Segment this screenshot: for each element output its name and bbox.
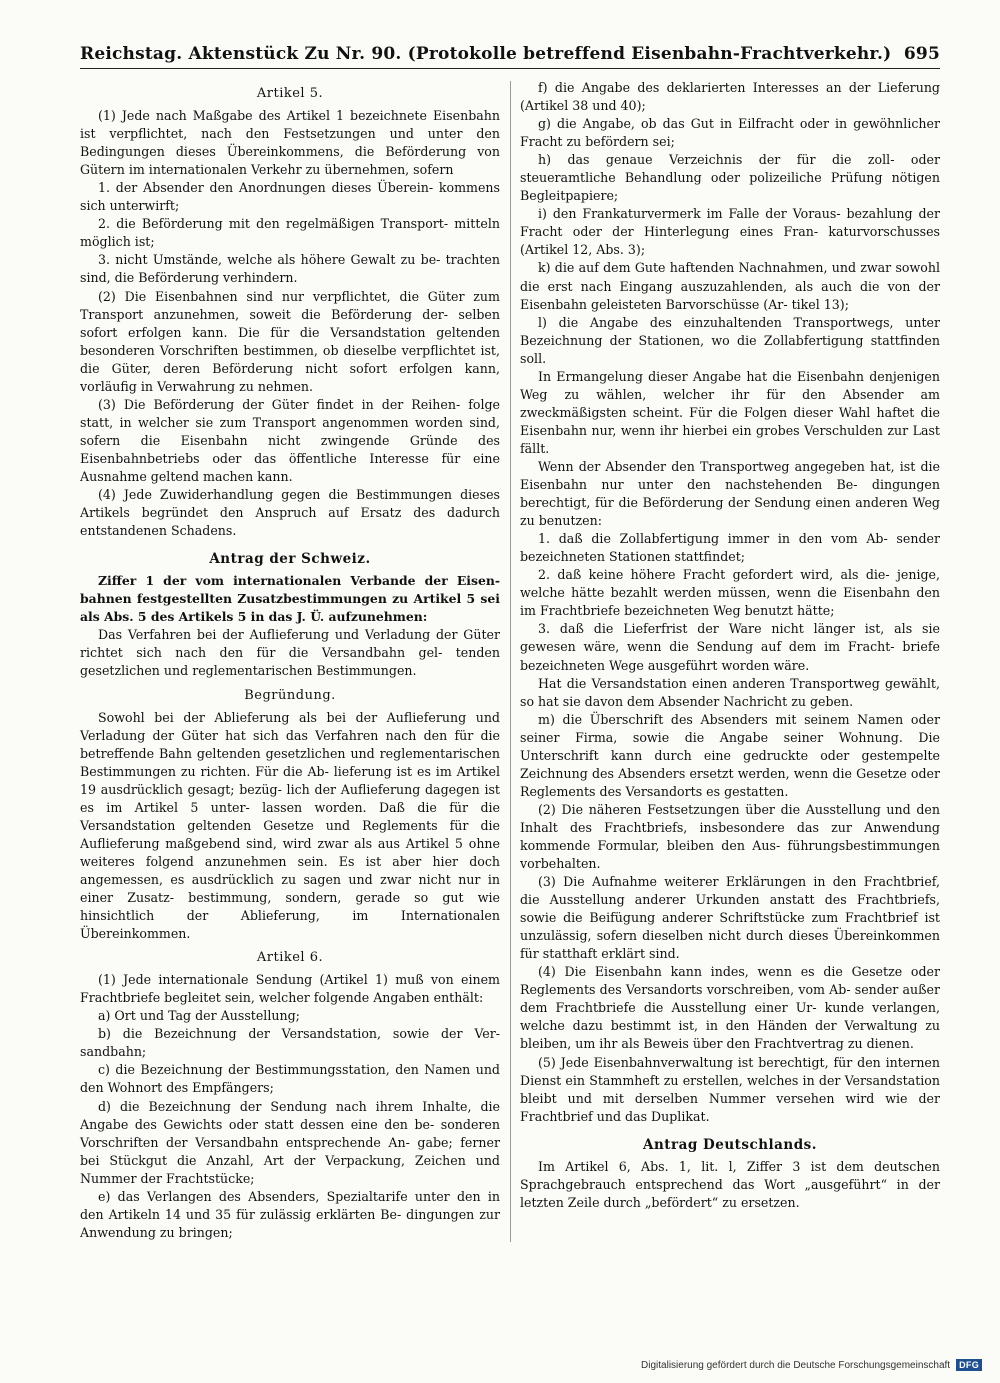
article-6-item-k: k) die auf dem Gute haftenden Nachnahmen, und zwar sowohl die erst nach Eingang auszuzahlenden, als auch die von der Eisenbahn geleisteten Barvorschüsse (Ar- tikel 13); xyxy=(520,260,940,312)
page xyxy=(80,44,940,1242)
begruendung-text: Sowohl bei der Ablieferung als bei der Auflieferung und Verladung der Güter hat sich das Verfahren nach den für die betreffende Bahn geltenden gesetzlichen und reglementarischen Bestimmungen zu richten. Für die Ab- lieferung ist es im Artikel 19 ausdrücklich gesagt; bezüg- lich der Auflieferung dagegen ist es im Artikel 5 unter- lassen worden. Daß die für die Versandstation geltenden Gesetze und Reglements für die Auflieferung maßgebend sind, wird zwar als aus Artikel 5 ohne weiteres folgend anzunehmen sein. Es ist aber hier doch angemessen, es ausdrücklich zu sagen und zwar nicht nur in einer Zusatz- bestimmung, sondern, gerade so gut wie hinsichtlich der Ablieferung, im Internationalen Übereinkommen. xyxy=(80,709,500,942)
article-6-heading: Artikel 6. xyxy=(256,950,324,966)
ermangelung-paragraph: In Ermangelung dieser Angabe hat die Eisenbahn denjenigen Weg zu wählen, welcher ihr für den Absender am zweckmäßigsten scheint. Für die Folgen dieser Wahl haftet die Eisenbahn nur, wenn ihr hierbei ein grobes Verschulden zur Last fällt. xyxy=(520,368,940,456)
schweiz-heading: Antrag der Schweiz. xyxy=(209,551,371,568)
dfg-logo-icon: DFG xyxy=(956,1359,982,1371)
digitization-footer xyxy=(641,1359,982,1371)
article-6-paragraph-1: (1) Jede internationale Sendung (Artikel 1) muß von einem Frachtbriefe begleitet sein, welcher folgende Angaben enthält: xyxy=(80,972,500,1006)
article-6-item-l: l) die Angabe des einzuhaltenden Transportwegs, unter Bezeichnung der Stationen, wo die Zollabfertigung stattfinden soll. xyxy=(520,314,940,366)
schweiz-intro: Ziffer 1 der vom internationalen Verbande der Eisen- bahnen festgestellten Zusatzbestimmungen zu Artikel 5 sei als Abs. 5 des Artikels 5 in das J. Ü. aufzunehmen: xyxy=(80,573,500,625)
deutschland-text: Im Artikel 6, Abs. 1, lit. l, Ziffer 3 ist dem deutschen Sprachgebrauch entsprechend das Wort „ausgeführt“ in der letzten Zeile durch „befördert“ zu ersetzen. xyxy=(520,1158,940,1210)
article-6-paragraph-2: (2) Die näheren Festsetzungen über die Ausstellung und den Inhalt des Frachtbriefs, insbesondere das zur Anwendung kommende Formular, bleiben den Aus- führungsbestimmungen vorbehalten. xyxy=(520,801,940,872)
article-5-item-2: 2. die Beförderung mit den regelmäßigen Transport- mitteln möglich ist; xyxy=(80,216,500,250)
article-5-paragraph-1: (1) Jede nach Maßgabe des Artikel 1 bezeichnete Eisenbahn ist verpflichtet, nach den Festsetzungen und unter den Bedingungen dieses Übereinkommens, die Beförderung von Gütern im internationalen Verkehr zu übernehmen, sofern xyxy=(80,108,500,178)
article-5-paragraph-2: (2) Die Eisenbahnen sind nur verpflichtet, die Güter zum Transport anzunehmen, soweit die Beförderung der- selben sofort erfolgen kann. Die für die Versandstation geltenden besonderen Vorschriften bestimmen, ob dieselbe verpflichtet ist, die Güter, deren Beförderung nicht sofort erfolgen kann, vorläufig in Verwahrung zu nehmen. xyxy=(80,288,500,394)
article-5-item-1: 1. der Absender den Anordnungen dieses Überein- kommens sich unterwirft; xyxy=(80,180,500,214)
article-6-item-d: d) die Bezeichnung der Sendung nach ihrem Inhalte, die Angabe des Gewichts oder statt dessen eine den be- sonderen Vorschriften der Versandbahn entsprechende An- gabe; ferner bei Stückgut die Anzahl, Art der Verpackung, Zeichen und Nummer der Frachtstücke; xyxy=(80,1098,500,1186)
article-6-item-f: f) die Angabe des deklarierten Interesses an der Lieferung (Artikel 38 und 40); xyxy=(520,80,940,114)
article-6-item-i: i) den Frankaturvermerk im Falle der Voraus- bezahlung der Fracht oder der Hinterlegung eines Fran- katurvorschusses (Artikel 12, Abs. 3); xyxy=(520,206,940,258)
article-6-item-b: b) die Bezeichnung der Versandstation, sowie der Ver- sandbahn; xyxy=(80,1026,500,1060)
article-6-paragraph-4: (4) Die Eisenbahn kann indes, wenn es die Gesetze oder Reglements des Versandorts vorschreiben, vom Ab- sender außer dem Frachtbriefe die Ausstellung einer Ur- kunde verlangen, welche dazu bestimmt ist, in den Händen der Verwaltung zu bleiben, um ihr als Beweis über den Frachtvertrag zu dienen. xyxy=(520,964,940,1052)
article-6-paragraph-5: (5) Jede Eisenbahnverwaltung ist berechtigt, für den internen Dienst ein Stammheft zu erstellen, welches in der Versandstation bleibt und mit derselben Nummer versehen wird wie der Frachtbrief und das Duplikat. xyxy=(520,1054,940,1124)
column-divider xyxy=(510,81,511,1242)
article-6-item-g: g) die Angabe, ob das Gut in Eilfracht oder in gewöhnlicher Fracht zu befördern sei; xyxy=(520,116,940,150)
left-column xyxy=(80,79,504,1242)
condition-3: 3. daß die Lieferfrist der Ware nicht länger ist, als sie gewesen wäre, wenn die Sendung auf dem im Fracht- briefe bezeichneten Wege ausgeführt worden wäre. xyxy=(520,621,940,673)
begruendung-heading: Begründung. xyxy=(244,687,336,703)
article-5-paragraph-4: (4) Jede Zuwiderhandlung gegen die Bestimmungen dieses Artikels begründet den Anspruch auf Ersatz des dadurch entstandenen Schadens. xyxy=(80,487,500,539)
schweiz-text: Das Verfahren bei der Auflieferung und Verladung der Güter richtet sich nach den für die Versandbahn gel- tenden gesetzlichen und reglementarischen Bestimmungen. xyxy=(80,627,500,679)
deutschland-heading: Antrag Deutschlands. xyxy=(643,1136,817,1153)
article-6-item-a: a) Ort und Tag der Ausstellung; xyxy=(98,1008,300,1024)
footer-credit: Digitalisierung gefördert durch die Deutsche Forschungsgemeinschaft xyxy=(641,1359,951,1371)
transportweg-paragraph: Wenn der Absender den Transportweg angegeben hat, ist die Eisenbahn nur unter den nachstehenden Be- dingungen berechtigt, für die Beförderung der Sendung einen anderen Weg zu benutzen: xyxy=(520,458,940,529)
page-number: 695 xyxy=(903,44,940,64)
running-header xyxy=(80,44,940,69)
article-6-item-c: c) die Bezeichnung der Bestimmungsstation, den Namen und den Wohnort des Empfängers; xyxy=(80,1062,500,1096)
condition-1: 1. daß die Zollabfertigung immer in den vom Ab- sender bezeichneten Stationen stattfindet; xyxy=(520,531,940,565)
article-5-heading: Artikel 5. xyxy=(256,86,324,101)
condition-2: 2. daß keine höhere Fracht gefordert wird, als die- jenige, welche hätte bezahlt werden müssen, wenn die Eisenbahn den im Frachtbriefe bezeichneten Weg benutzt hätte; xyxy=(520,567,940,619)
article-6-item-e: e) das Verlangen des Absenders, Spezialtarife unter den in den Artikeln 14 und 35 für zulässig erklärten Be- dingungen zur Anwendung zu bringen; xyxy=(80,1188,500,1240)
versandstation-paragraph: Hat die Versandstation einen anderen Transportweg gewählt, so hat sie davon dem Absender Nachricht zu geben. xyxy=(520,675,940,709)
article-6-item-m: m) die Überschrift des Absenders mit seinem Namen oder seiner Firma, sowie die Angabe seiner Wohnung. Die Unterschrift kann durch eine gedruckte oder gestempelte Zeichnung des Absenders ersetzt werden, wenn die Gesetze oder Reglements des Versandorts es gestatten. xyxy=(520,711,940,799)
article-6-item-h: h) das genaue Verzeichnis der für die zoll- oder steueramtliche Behandlung oder polizeiliche Prüfung nötigen Begleitpapiere; xyxy=(520,152,940,204)
article-5-paragraph-3: (3) Die Beförderung der Güter findet in der Reihen- folge statt, in welcher sie zum Transport angenommen worden sind, sofern die Eisenbahn nicht zwingende Gründe des Eisenbahnbetriebs oder das öffentliche Interesse für eine Ausnahme geltend machen kann. xyxy=(80,396,500,484)
two-column-body xyxy=(80,79,940,1242)
article-5-item-3: 3. nicht Umstände, welche als höhere Gewalt zu be- trachten sind, die Beförderung verhindern. xyxy=(80,252,500,286)
article-6-paragraph-3: (3) Die Aufnahme weiterer Erklärungen in den Frachtbrief, die Ausstellung anderer Urkunden anstatt des Frachtbriefs, sowie die Beifügung anderer Schriftstücke zum Frachtbrief ist unzulässig, sofern dieselben nicht durch dieses Übereinkommen für statthaft erklärt sind. xyxy=(520,874,940,962)
right-column xyxy=(516,79,940,1242)
header-title: Reichstag. Aktenstück Zu Nr. 90. (Protokolle betreffend Eisenbahn-Frachtverkehr.) xyxy=(80,44,892,64)
